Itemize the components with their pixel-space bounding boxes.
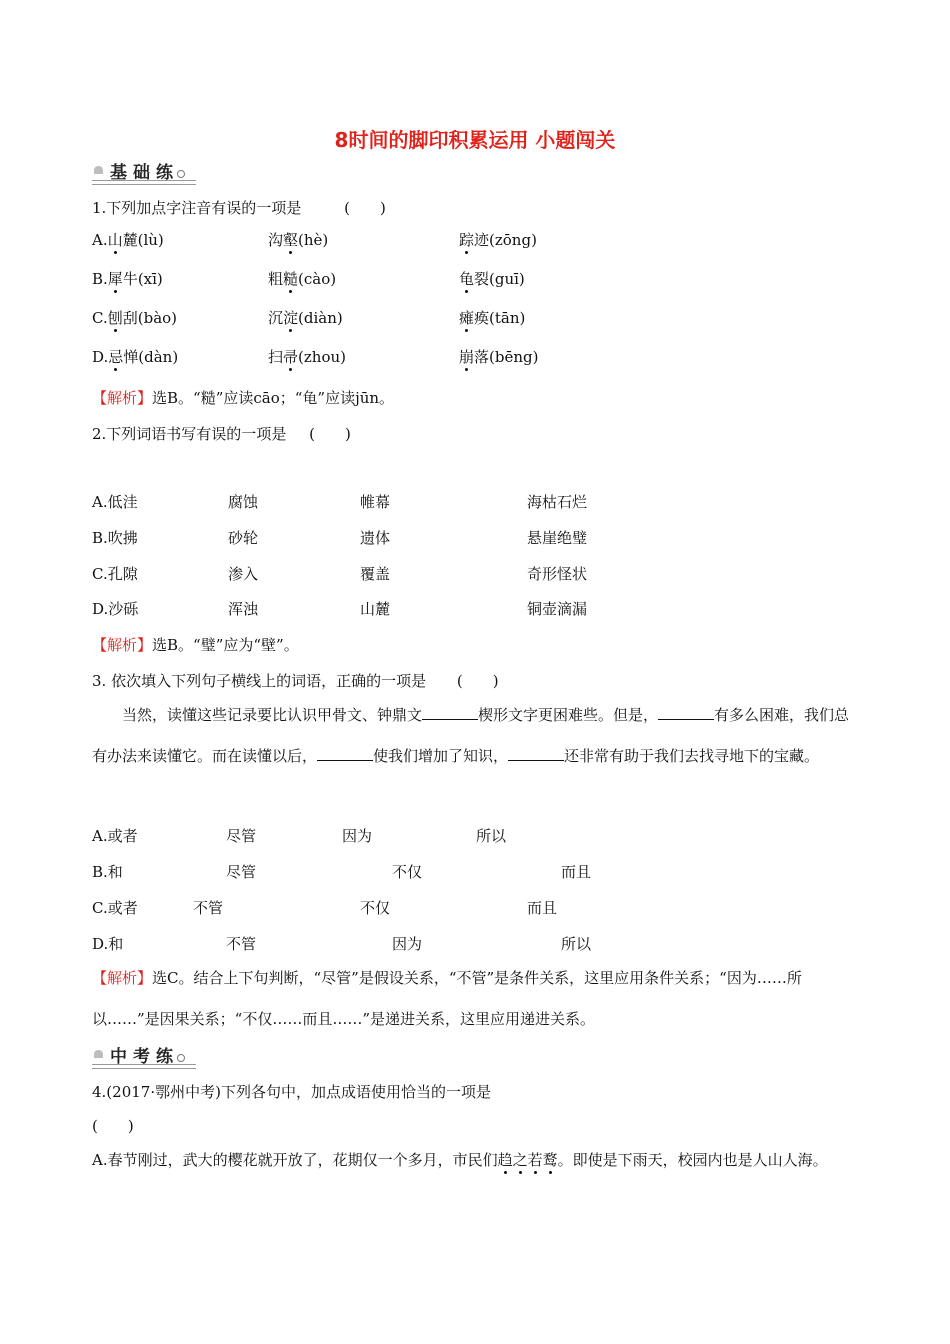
q1-option-cell xyxy=(92,346,178,367)
q3-option-word: 不管 xyxy=(226,935,257,953)
q2-option: D.沙砾 xyxy=(92,600,139,618)
emphasized-char: 淀 xyxy=(283,309,299,327)
fill-blank xyxy=(317,748,373,761)
analysis-text: 选B。“糙”应读cāo；“龟”应读jūn。 xyxy=(152,389,395,407)
q2-option-word: 腐蚀 xyxy=(228,493,259,511)
question-text: 3. 依次填入下列句子横线上的词语，正确的一项是 xyxy=(92,672,427,690)
q1-option-cell xyxy=(459,268,525,289)
analysis-text: 选C。结合上下句判断，“尽管”是假设关系，“不管”是条件关系，这里应用条件关系；“因为……所以……”是因果关系；“不仅……而且……”是递进关系，这里应用递进关系。 xyxy=(92,969,802,1028)
q1-option-cell xyxy=(92,307,177,328)
emphasized-char: 犀 xyxy=(107,270,123,288)
emphasized-char: 鹜 xyxy=(542,1151,558,1169)
q1-stem xyxy=(92,197,386,218)
q3-option-word: 所以 xyxy=(561,935,592,953)
q3-option-word: 不仅 xyxy=(360,899,391,917)
passage-part: 还非常有助于我们去找寻地下的宝藏。 xyxy=(564,747,820,765)
option-text: 沉 xyxy=(268,309,284,327)
fill-blank xyxy=(658,707,714,720)
passage-part: 楔形文字更困难些。但是， xyxy=(478,706,659,724)
q2-option-word: 铜壶滴漏 xyxy=(527,600,588,618)
option-letter: B. xyxy=(92,270,108,288)
q3-option-word: 而且 xyxy=(527,899,558,917)
q3-analysis xyxy=(92,958,862,1040)
option-text: 惮(dàn) xyxy=(123,348,179,366)
option-text: 牛(xī) xyxy=(122,270,163,288)
q2-option-word: 渗入 xyxy=(228,565,259,583)
emphasized-idiom xyxy=(498,1151,558,1169)
q1-option-cell xyxy=(268,307,343,328)
answer-paren: ( ) xyxy=(92,1117,134,1135)
q2-option-word: 覆盖 xyxy=(360,565,391,583)
option-text: 落(bēng) xyxy=(474,348,539,366)
analysis-label: 【解析】 xyxy=(92,969,153,987)
option-text: 粗 xyxy=(268,270,284,288)
emphasized-char: 之 xyxy=(512,1151,528,1169)
q3-option: B.和 xyxy=(92,863,123,881)
q3-passage xyxy=(92,695,862,777)
q2-option-word: 奇形怪状 xyxy=(527,565,588,583)
option-text: 麓(lù) xyxy=(122,231,164,249)
option-text: (zhou) xyxy=(298,348,346,366)
q1-option-cell xyxy=(459,307,525,328)
q3-option-word: 不仅 xyxy=(392,863,423,881)
q1-option-cell xyxy=(92,229,164,250)
q2-option: B.吹拂 xyxy=(92,529,138,547)
q1-option-cell xyxy=(268,268,336,289)
option-text: (cào) xyxy=(298,270,337,288)
q3-option-word: 而且 xyxy=(561,863,592,881)
q3-option-word: 因为 xyxy=(342,827,373,845)
q1-option-cell xyxy=(268,229,328,250)
option-letter: C. xyxy=(92,309,108,327)
emphasized-char: 壑 xyxy=(283,231,299,249)
answer-paren: ( ) xyxy=(344,199,386,217)
circle-dot-icon xyxy=(177,170,185,178)
option-text: (diàn) xyxy=(298,309,343,327)
section-header-basic xyxy=(92,160,185,183)
q3-option-word: 所以 xyxy=(476,827,507,845)
section-label: 基础练 xyxy=(110,162,179,183)
q4-option-a xyxy=(92,1140,862,1181)
section-underline xyxy=(92,1064,196,1069)
section-label: 中考练 xyxy=(110,1046,179,1067)
q3-option: C.或者 xyxy=(92,899,138,917)
q2-stem xyxy=(92,423,351,444)
emphasized-char: 山 xyxy=(107,231,123,249)
section-header-zhongkao xyxy=(92,1044,185,1067)
option-text: A.春节刚过，武大的樱花就开放了，花期仅一个多月，市民们 xyxy=(92,1151,498,1169)
q3-stem xyxy=(92,670,499,691)
emphasized-char: 刨 xyxy=(107,309,123,327)
emphasized-char: 瘫 xyxy=(459,309,475,327)
q2-analysis xyxy=(92,634,299,655)
page-title: 8时间的脚印积累运用 小题闯关 xyxy=(334,128,616,152)
q3-option: D.和 xyxy=(92,935,124,953)
ink-brush-icon xyxy=(92,163,106,177)
emphasized-char: 龟 xyxy=(459,270,475,288)
analysis-label: 【解析】 xyxy=(92,389,153,407)
option-text: 裂(guī) xyxy=(474,270,525,288)
q4-stem: 4.(2017·鄂州中考)下列各句中，加点成语使用恰当的一项是 xyxy=(92,1083,491,1101)
circle-dot-icon xyxy=(177,1054,185,1062)
q2-option-word: 砂轮 xyxy=(228,529,259,547)
option-letter: A. xyxy=(92,231,108,249)
q2-option-word: 帷幕 xyxy=(360,493,391,511)
fill-blank xyxy=(508,748,564,761)
option-text: 迹(zōng) xyxy=(474,231,537,249)
q3-option-word: 尽管 xyxy=(226,827,257,845)
passage-part: 使我们增加了知识， xyxy=(373,747,509,765)
question-text: 1.下列加点字注音有误的一项是 xyxy=(92,199,302,217)
answer-paren: ( ) xyxy=(456,672,499,690)
q2-option-word: 遗体 xyxy=(360,529,391,547)
q2-option: A.低洼 xyxy=(92,493,138,511)
passage-part: 当然，读懂这些记录要比认识甲骨文、钟鼎文 xyxy=(122,706,423,724)
q2-option-word: 海枯石烂 xyxy=(527,493,588,511)
option-text: 。即使是下雨天，校园内也是人山人海。 xyxy=(557,1151,828,1169)
emphasized-char: 崩 xyxy=(459,348,475,366)
q2-option-word: 山麓 xyxy=(360,600,391,618)
option-text: 沟 xyxy=(268,231,284,249)
emphasized-char: 帚 xyxy=(283,348,299,366)
q3-option-word: 尽管 xyxy=(226,863,257,881)
q3-option-word: 因为 xyxy=(392,935,423,953)
q3-option: A.或者 xyxy=(92,827,138,845)
q2-option-word: 浑浊 xyxy=(228,600,259,618)
passage-part: 有多么困难，我们总有办法来读懂它。而在读懂以后， xyxy=(92,706,850,765)
emphasized-char: 忌 xyxy=(108,348,124,366)
option-text: 扫 xyxy=(268,348,284,366)
q1-option-cell xyxy=(459,346,538,367)
emphasized-char: 踪 xyxy=(459,231,475,249)
section-underline xyxy=(92,180,196,185)
emphasized-char: 糙 xyxy=(283,270,299,288)
q1-analysis xyxy=(92,387,394,408)
q1-option-cell xyxy=(459,229,537,250)
q3-option-word: 不管 xyxy=(193,899,224,917)
analysis-text: 选B。“璧”应为“壁”。 xyxy=(152,636,299,654)
fill-blank xyxy=(422,707,478,720)
option-letter: D. xyxy=(92,348,109,366)
question-text: 2.下列词语书写有误的一项是 xyxy=(92,425,287,443)
option-text: 痪(tān) xyxy=(474,309,526,327)
ink-brush-icon xyxy=(92,1047,106,1061)
q2-option-word: 悬崖绝璧 xyxy=(527,529,588,547)
answer-paren: ( ) xyxy=(309,425,351,443)
option-text: (hè) xyxy=(298,231,329,249)
emphasized-char: 若 xyxy=(527,1151,543,1169)
q1-option-cell xyxy=(268,346,346,367)
q1-option-cell xyxy=(92,268,163,289)
analysis-label: 【解析】 xyxy=(92,636,153,654)
q2-option: C.孔隙 xyxy=(92,565,138,583)
emphasized-char: 趋 xyxy=(497,1151,513,1169)
option-text: 刮(bào) xyxy=(122,309,178,327)
